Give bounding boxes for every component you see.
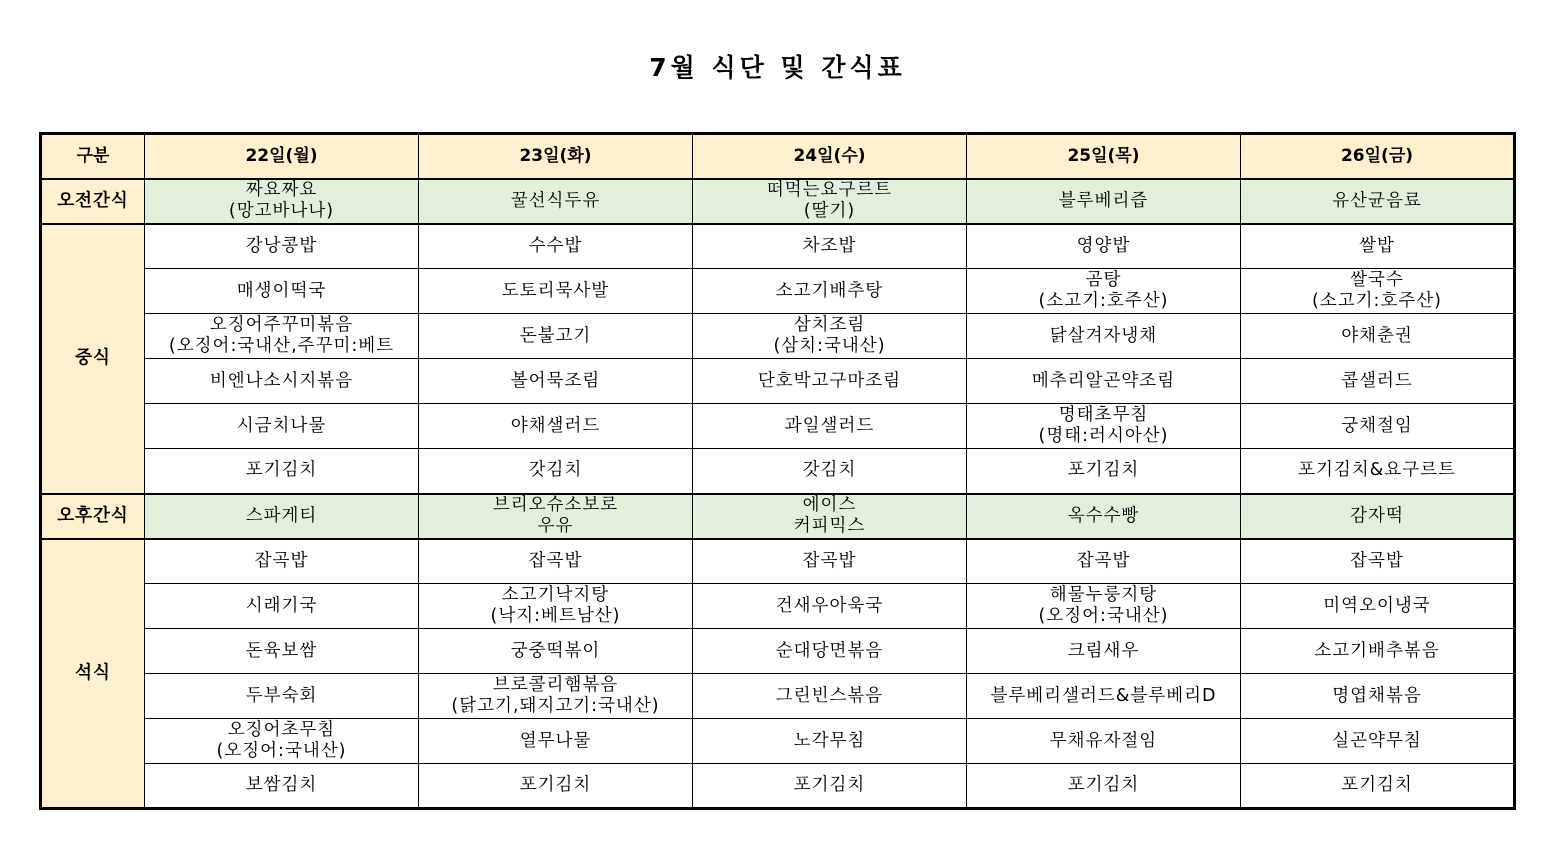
menu-item-text: 시래기국 <box>245 595 318 616</box>
snack-cell <box>1241 494 1515 539</box>
meal-cell <box>419 539 693 584</box>
menu-item-text: 포기김치 <box>1067 775 1140 795</box>
menu-item-text: 에이스 <box>802 495 857 515</box>
menu-item-text: (삼치:국내산) <box>773 336 886 356</box>
meal-cell <box>693 584 967 629</box>
menu-item-text: 잡곡밥 <box>802 550 857 571</box>
menu-item-text: 포기김치 <box>1341 775 1413 795</box>
meal-cell <box>419 449 693 494</box>
menu-item-text: 궁채절임 <box>1341 415 1413 436</box>
page-title: 7월 식단 및 간식표 <box>649 53 906 82</box>
meal-cell <box>145 269 419 314</box>
menu-item-text: 쌀국수 <box>1350 270 1404 290</box>
menu-item-text: (소고기:호주산) <box>1312 291 1442 311</box>
menu-item-text: 순대당면볶음 <box>775 640 884 661</box>
menu-item-text: 단호박고구마조림 <box>757 370 902 391</box>
meal-cell <box>419 359 693 404</box>
snack-cell <box>967 179 1241 224</box>
meal-cell <box>145 674 419 719</box>
menu-item-text: 오징어초무침 <box>227 720 336 740</box>
meal-cell <box>419 584 693 629</box>
category-lunch: 중식 <box>41 224 145 494</box>
menu-item-text: 차조밥 <box>802 235 857 256</box>
menu-item-text: 야채샐러드 <box>510 415 601 436</box>
menu-item-text: 브로콜리햄볶음 <box>492 675 619 695</box>
meal-cell <box>145 584 419 629</box>
meal-cell <box>1241 404 1515 449</box>
menu-item-text: 보쌈김치 <box>245 775 318 795</box>
menu-item-text: 도토리묵사발 <box>501 280 610 301</box>
meal-cell <box>419 764 693 809</box>
meal-cell <box>419 314 693 359</box>
menu-item-text: 떠먹는요구르트 <box>766 180 893 200</box>
meal-cell <box>967 404 1241 449</box>
snack-cell <box>145 494 419 539</box>
menu-item-text: (닭고기,돼지고기:국내산) <box>451 696 660 716</box>
meal-cell <box>693 449 967 494</box>
meal-cell <box>1241 674 1515 719</box>
menu-item-text: 크림새우 <box>1067 640 1140 661</box>
menu-item-text: 포기김치 <box>793 775 866 795</box>
meal-cell <box>419 404 693 449</box>
meal-cell <box>1241 359 1515 404</box>
meal-cell <box>419 224 693 269</box>
meal-cell <box>1241 719 1515 764</box>
menu-item-text: 블루베리즙 <box>1058 190 1149 211</box>
meal-cell <box>967 629 1241 674</box>
menu-item-text: 영양밥 <box>1076 235 1131 256</box>
meal-cell <box>1241 449 1515 494</box>
menu-item-text: 삼치조림 <box>793 315 866 335</box>
menu-item-text: (망고바나나) <box>228 201 335 221</box>
menu-item-text: 포기김치 <box>1067 460 1140 481</box>
menu-item-text: 갓김치 <box>802 460 857 481</box>
category-afternoon-snack: 오후간식 <box>41 494 145 539</box>
meal-cell <box>1241 764 1515 809</box>
meal-cell <box>967 584 1241 629</box>
menu-item-text: 야채춘권 <box>1341 325 1413 346</box>
menu-item-text: 메추리알곤약조림 <box>1031 370 1176 391</box>
meal-cell <box>1241 584 1515 629</box>
snack-cell <box>1241 179 1515 224</box>
menu-item-text: 과일샐러드 <box>784 415 875 436</box>
menu-item-text: 명태초무침 <box>1058 405 1149 425</box>
menu-item-text: 해물누룽지탕 <box>1049 585 1158 605</box>
menu-item-text: 포기김치 <box>245 460 318 481</box>
category-morning-snack: 오전간식 <box>41 179 145 224</box>
meal-cell <box>693 314 967 359</box>
menu-item-text: 건새우아욱국 <box>775 595 884 616</box>
menu-item-text: 수수밥 <box>528 235 583 256</box>
meal-cell <box>1241 629 1515 674</box>
menu-item-text: 브리오슈소보로 <box>492 495 619 515</box>
meal-cell <box>1241 539 1515 584</box>
menu-item-text: 쌀밥 <box>1359 235 1395 256</box>
menu-item-text: (명태:러시아산) <box>1038 426 1169 446</box>
menu-item-text: 갓김치 <box>528 460 583 481</box>
meal-cell <box>693 224 967 269</box>
menu-item-text: 두부숙회 <box>245 685 318 706</box>
meal-cell <box>1241 224 1515 269</box>
menu-item-text: 잡곡밥 <box>1350 550 1404 571</box>
meal-cell <box>693 764 967 809</box>
meal-cell <box>145 224 419 269</box>
menu-item-text: (소고기:호주산) <box>1038 291 1169 311</box>
menu-item-text: 비엔나소시지볶음 <box>209 370 354 391</box>
header-day: 22일(월) <box>145 134 419 179</box>
meal-cell <box>693 269 967 314</box>
snack-cell <box>967 494 1241 539</box>
menu-item-text: 돈불고기 <box>519 325 592 346</box>
meal-cell <box>145 449 419 494</box>
menu-item-text: (낙지:베트남산) <box>490 606 621 626</box>
menu-item-text: 미역오이냉국 <box>1323 595 1431 616</box>
meal-cell <box>967 314 1241 359</box>
menu-item-text: 매생이떡국 <box>236 280 327 301</box>
menu-item-text: 궁중떡볶이 <box>510 640 601 661</box>
meal-cell <box>693 539 967 584</box>
menu-item-text: 오징어주꾸미볶음 <box>209 315 354 335</box>
menu-item-text: 잡곡밥 <box>254 550 309 571</box>
meal-cell <box>967 764 1241 809</box>
header-category: 구분 <box>41 134 145 179</box>
header-day: 24일(수) <box>693 134 967 179</box>
meal-cell <box>967 224 1241 269</box>
snack-cell <box>693 179 967 224</box>
menu-item-text: 볼어묵조림 <box>510 370 601 391</box>
menu-item-text: 명엽채볶음 <box>1332 685 1422 706</box>
meal-cell <box>145 539 419 584</box>
menu-item-text: 그린빈스볶음 <box>775 685 884 706</box>
menu-item-text: 잡곡밥 <box>528 550 583 571</box>
meal-cell <box>145 404 419 449</box>
meal-cell <box>419 674 693 719</box>
meal-cell <box>1241 314 1515 359</box>
menu-item-text: 옥수수빵 <box>1067 505 1140 526</box>
meal-cell <box>419 269 693 314</box>
meal-cell <box>693 674 967 719</box>
snack-cell <box>693 494 967 539</box>
menu-item-text: 소고기배추볶음 <box>1314 640 1440 661</box>
meal-cell <box>967 449 1241 494</box>
menu-item-text: 소고기낙지탕 <box>501 585 610 605</box>
meal-cell <box>967 539 1241 584</box>
meal-cell <box>145 359 419 404</box>
meal-cell <box>1241 269 1515 314</box>
menu-item-text: 무채유자절임 <box>1049 730 1158 751</box>
menu-item-text: 강낭콩밥 <box>245 235 318 256</box>
menu-item-text: 스파게티 <box>245 505 318 526</box>
snack-cell <box>145 179 419 224</box>
meal-cell <box>693 404 967 449</box>
meal-cell <box>419 719 693 764</box>
menu-item-text: 꿀선식두유 <box>510 190 601 211</box>
menu-item-text: 시금치나물 <box>236 415 327 436</box>
meal-cell <box>145 629 419 674</box>
menu-item-text: 포기김치&요구르트 <box>1298 460 1456 481</box>
meal-cell <box>967 269 1241 314</box>
menu-item-text: 유산균음료 <box>1332 190 1422 211</box>
meal-cell <box>693 359 967 404</box>
header-day: 25일(목) <box>967 134 1241 179</box>
meal-cell <box>145 719 419 764</box>
menu-item-text: 노각무침 <box>793 730 866 751</box>
meal-cell <box>693 629 967 674</box>
meal-cell <box>145 764 419 809</box>
snack-cell <box>419 179 693 224</box>
menu-item-text: 소고기배추탕 <box>775 280 884 301</box>
menu-item-text: 닭살겨자냉채 <box>1049 325 1158 346</box>
meal-cell <box>967 674 1241 719</box>
menu-item-text: 잡곡밥 <box>1076 550 1131 571</box>
menu-item-text: 우유 <box>537 516 574 536</box>
meal-cell <box>419 629 693 674</box>
category-dinner: 석식 <box>41 539 145 809</box>
menu-item-text: 짜요짜요 <box>245 180 318 200</box>
menu-item-text: (오징어:국내산,주꾸미:베트 <box>168 336 395 356</box>
menu-item-text: 포기김치 <box>519 775 592 795</box>
header-day: 26일(금) <box>1241 134 1515 179</box>
menu-item-text: (오징어:국내산) <box>216 741 347 761</box>
menu-item-text: 곰탕 <box>1085 270 1122 290</box>
menu-item-text: (딸기) <box>803 201 856 221</box>
header-day: 23일(화) <box>419 134 693 179</box>
menu-item-text: 실곤약무침 <box>1332 730 1422 751</box>
meal-cell <box>145 314 419 359</box>
snack-cell <box>419 494 693 539</box>
menu-item-text: 돈육보쌈 <box>245 640 318 661</box>
menu-item-text: 커피믹스 <box>793 516 866 536</box>
menu-item-text: 블루베리샐러드&블루베리D <box>990 685 1217 706</box>
menu-item-text: 감자떡 <box>1350 505 1404 526</box>
menu-item-text: 열무나물 <box>519 730 592 751</box>
menu-item-text: (오징어:국내산) <box>1038 606 1169 626</box>
menu-item-text: 콥샐러드 <box>1341 370 1413 391</box>
meal-cell <box>967 359 1241 404</box>
meal-cell <box>693 719 967 764</box>
menu-table <box>39 132 1516 810</box>
meal-cell <box>967 719 1241 764</box>
